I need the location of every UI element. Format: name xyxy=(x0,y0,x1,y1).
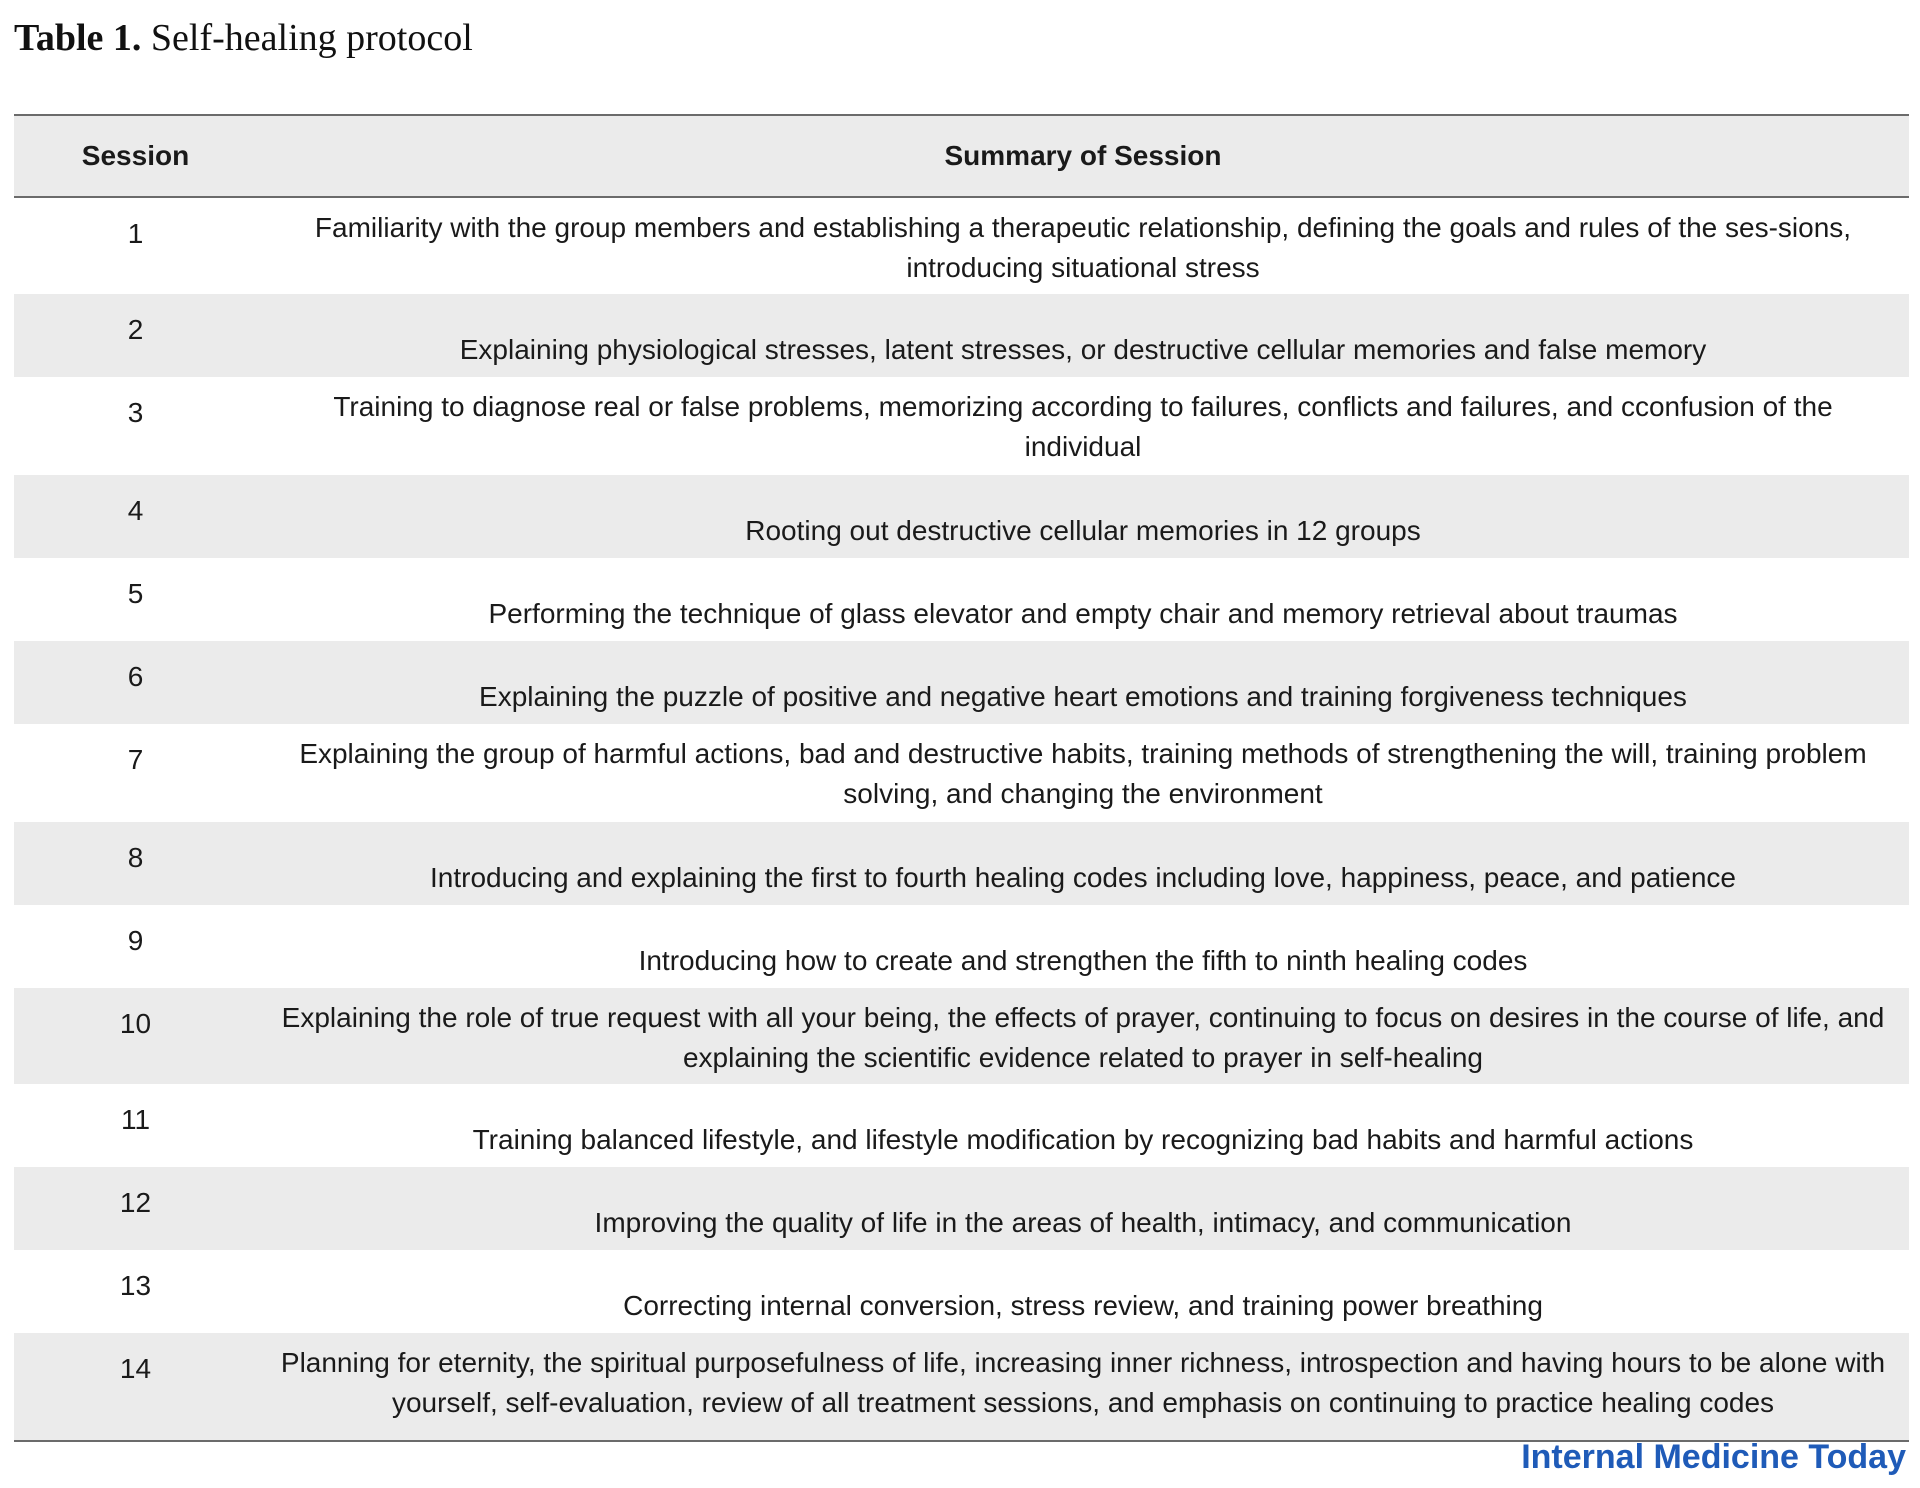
caption-label: Table 1. xyxy=(14,17,142,59)
session-number: 9 xyxy=(127,925,144,956)
session-number: 8 xyxy=(127,842,144,873)
session-summary: Explaining physiological stresses, latent stresses, or destructive cellular memories and false memory xyxy=(459,334,1707,365)
journal-logo: Internal Medicine Today xyxy=(1521,1438,1906,1476)
table-row xyxy=(14,475,1909,558)
table-caption xyxy=(14,12,473,64)
table-row xyxy=(14,1084,1909,1167)
session-summary: Familiarity with the group members and establishing a therapeutic relationship, defining the goals and rules of the ses-sions, introducing situational stress xyxy=(314,212,1852,283)
table-row xyxy=(14,558,1909,641)
session-number: 6 xyxy=(127,661,144,692)
session-number: 13 xyxy=(119,1270,152,1301)
session-summary: Introducing and explaining the first to fourth healing codes including love, happiness, peace, and patience xyxy=(429,862,1736,893)
session-summary: Planning for eternity, the spiritual purposefulness of life, increasing inner richness, introspection and having hours to be alone with yourself, self-evaluation, review of all treatment sessions, and emphasis on continuing to practice healing codes xyxy=(280,1347,1886,1418)
table-row xyxy=(14,197,1909,294)
protocol-table xyxy=(14,114,1909,1442)
session-number: 2 xyxy=(127,314,144,345)
table-row xyxy=(14,1333,1909,1441)
session-summary: Performing the technique of glass elevator and empty chair and memory retrieval about traumas xyxy=(488,598,1678,629)
table-row xyxy=(14,988,1909,1084)
session-number: 4 xyxy=(127,495,144,526)
table-row xyxy=(14,822,1909,905)
header-summary: Summary of Session xyxy=(944,140,1222,171)
session-number: 11 xyxy=(120,1104,151,1135)
header-session: Session xyxy=(81,140,190,171)
session-summary: Training to diagnose real or false problems, memorizing according to failures, conflicts and failures, and cconfusion of the individual xyxy=(333,391,1833,462)
session-summary: Correcting internal conversion, stress review, and training power breathing xyxy=(623,1290,1543,1321)
table-header xyxy=(14,115,1909,197)
session-summary: Explaining the group of harmful actions, bad and destructive habits, training methods of strengthening the will, training problem solving, and changing the environment xyxy=(299,738,1867,809)
table-body xyxy=(14,197,1909,1441)
caption-title: Self-healing protocol xyxy=(150,17,473,59)
header-row xyxy=(14,115,1909,197)
session-summary: Explaining the puzzle of positive and negative heart emotions and training forgiveness techniques xyxy=(479,681,1687,712)
table-row xyxy=(14,724,1909,822)
session-number: 14 xyxy=(119,1353,152,1384)
table-row xyxy=(14,641,1909,724)
table-row xyxy=(14,905,1909,988)
session-summary: Rooting out destructive cellular memories in 12 groups xyxy=(745,515,1421,546)
table-row xyxy=(14,1167,1909,1250)
session-number: 10 xyxy=(119,1008,152,1039)
session-number: 7 xyxy=(127,744,144,775)
session-number: 3 xyxy=(127,397,144,428)
table-row xyxy=(14,377,1909,475)
session-summary: Explaining the role of true request with all your being, the effects of prayer, continuing to focus on desires in the course of life, and explaining the scientific evidence related to prayer in self-healing xyxy=(281,1002,1885,1073)
session-number: 12 xyxy=(119,1187,152,1218)
session-number: 5 xyxy=(127,578,144,609)
session-summary: Training balanced lifestyle, and lifestyle modification by recognizing bad habits and harmful actions xyxy=(472,1124,1694,1155)
session-number: 1 xyxy=(127,218,144,249)
session-summary: Introducing how to create and strengthen the fifth to ninth healing codes xyxy=(638,945,1528,976)
table-row xyxy=(14,1250,1909,1333)
protocol-table-container xyxy=(14,114,1909,1442)
session-summary: Improving the quality of life in the areas of health, intimacy, and communication xyxy=(594,1207,1572,1238)
table-row xyxy=(14,294,1909,377)
